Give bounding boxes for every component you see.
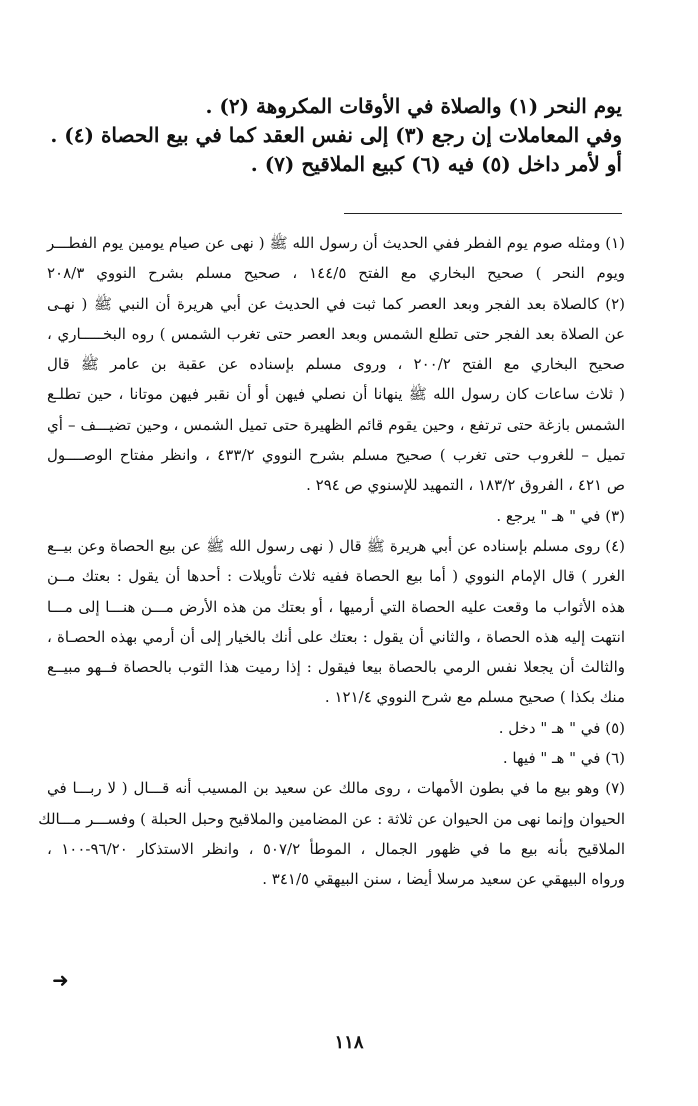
footnote-line: صحيح البخاري مع الفتح ٢٠٠/٢ ، وروى مسلم بإسناده عن عقبة بن عامر ﷺ قال xyxy=(47,355,625,374)
footnote-line: (٤) روى مسلم بإسناده عن أبي هريرة ﷺ قال ( نهى رسول الله ﷺ عن بيع الحصاة وعن بيــع xyxy=(47,536,626,555)
footnote-line: ويوم النحر ) صحيح البخاري مع الفتح ١٤٤/٥ ، صحيح مسلم بشرح النووي ٢٠٨/٣ xyxy=(47,264,625,283)
footnote-line: عن الصلاة بعد الفجر حتى تطلع الشمس وبعد العصر حتى تغرب الشمس ) روه البخـــــاري ، xyxy=(47,324,625,343)
next-page-arrow-icon: ➜ xyxy=(52,968,69,992)
footnote-line: (٦) في " هـ " فيها . xyxy=(502,749,625,768)
footnote-line: الحيوان وإنما نهى من الحيوان عن ثلاثة : عن المضامين والملاقيح وحبل الحبلة ) وفســـر مـــالك xyxy=(38,809,625,828)
footnote-line: (١) ومثله صوم يوم الفطر ففي الحديث أن رسول الله ﷺ ( نهى عن صيام يومين يوم الفطـــر xyxy=(47,234,625,252)
footnote-line: (٧) وهو بيع ما في بطون الأمهات ، روى مالك عن سعيد بن المسيب أنه قـــال ( لا ربـــا في xyxy=(47,779,625,798)
main-text-line: وفي المعاملات إن رجع (٣) إلى نفس العقد كما في بيع الحصاة (٤) . xyxy=(50,123,622,147)
footnote-line: الشمس بازغة حتى ترتفع ، وحين يقوم قائم الظهيرة حتى تميل الشمس ، وحين تضيـــف – أي xyxy=(47,415,625,434)
footnote-line: الغرر ) قال الإمام النووي ( أما بيع الحصاة ففيه ثلاث تأويلات : أحدها أن يقول : بعتك مــن xyxy=(47,567,625,586)
footnote-line: تميل – للغروب حتى تغرب ) صحيح مسلم بشرح النووي ٤٣٣/٢ ، وانظر مفتاح الوصــــول xyxy=(47,446,625,465)
footnote-line: ورواه البيهقي عن سعيد مرسلا أيضا ، سنن البيهقي ٣٤١/٥ . xyxy=(262,870,625,889)
main-text xyxy=(50,92,622,179)
main-text-line: يوم النحر (١) والصلاة في الأوقات المكروهة (٢) . xyxy=(205,94,622,118)
footnote-line: والثالث أن يجعلا نفس الرمي بالحصاة بيعا فيقول : إذا رميت هذا الثوب بالحصاة فــهو مبيــع xyxy=(47,658,625,677)
footnote-line: هذه الأثواب ما وقعت عليه الحصاة التي أرميها ، أو بعتك من هذه الأرض مـــن هنـــا إلى مـــا xyxy=(47,597,625,616)
footnote-line: (٢) كالصلاة بعد الفجر وبعد العصر كما ثبت في الحديث عن أبي هريرة أن النبي ﷺ ( نهـى xyxy=(47,294,625,313)
page-number: ١١٨ xyxy=(334,1032,364,1053)
footnote-divider xyxy=(344,213,622,214)
footnote-line: (٥) في " هـ " دخل . xyxy=(498,718,625,737)
main-text-line: أو لأمر داخل (٥) فيه (٦) كبيع الملاقيح (٧) . xyxy=(250,152,622,176)
footnote-line: ص ٤٢١ ، الفروق ١٨٣/٢ ، التمهيد للإسنوي ص ٢٩٤ . xyxy=(306,476,625,495)
footnote-line: (٣) في " هـ " يرجع . xyxy=(496,506,625,525)
footnotes xyxy=(38,228,626,895)
footnote-line: ( ثلاث ساعات كان رسول الله ﷺ ينهانا أن نصلي فيهن أو أن نقبر فيهن موتانا ، حين تطلـع xyxy=(47,385,625,404)
footnote-line: منك بكذا ) صحيح مسلم مع شرح النووي ١٢١/٤ . xyxy=(324,688,625,707)
footnote-line: انتهت إليه هذه الحصاة ، والثاني أن يقول : بعتك على أنك بالخيار إلى أن أرمي بهذه الحصـاة ، xyxy=(47,627,625,646)
footnote-line: الملاقيح بأنه بيع ما في ظهور الجمال ، الموطأ ٥٠٧/٢ ، وانظر الاستذكار ٩٦/٢٠-١٠٠ ، xyxy=(47,839,626,858)
